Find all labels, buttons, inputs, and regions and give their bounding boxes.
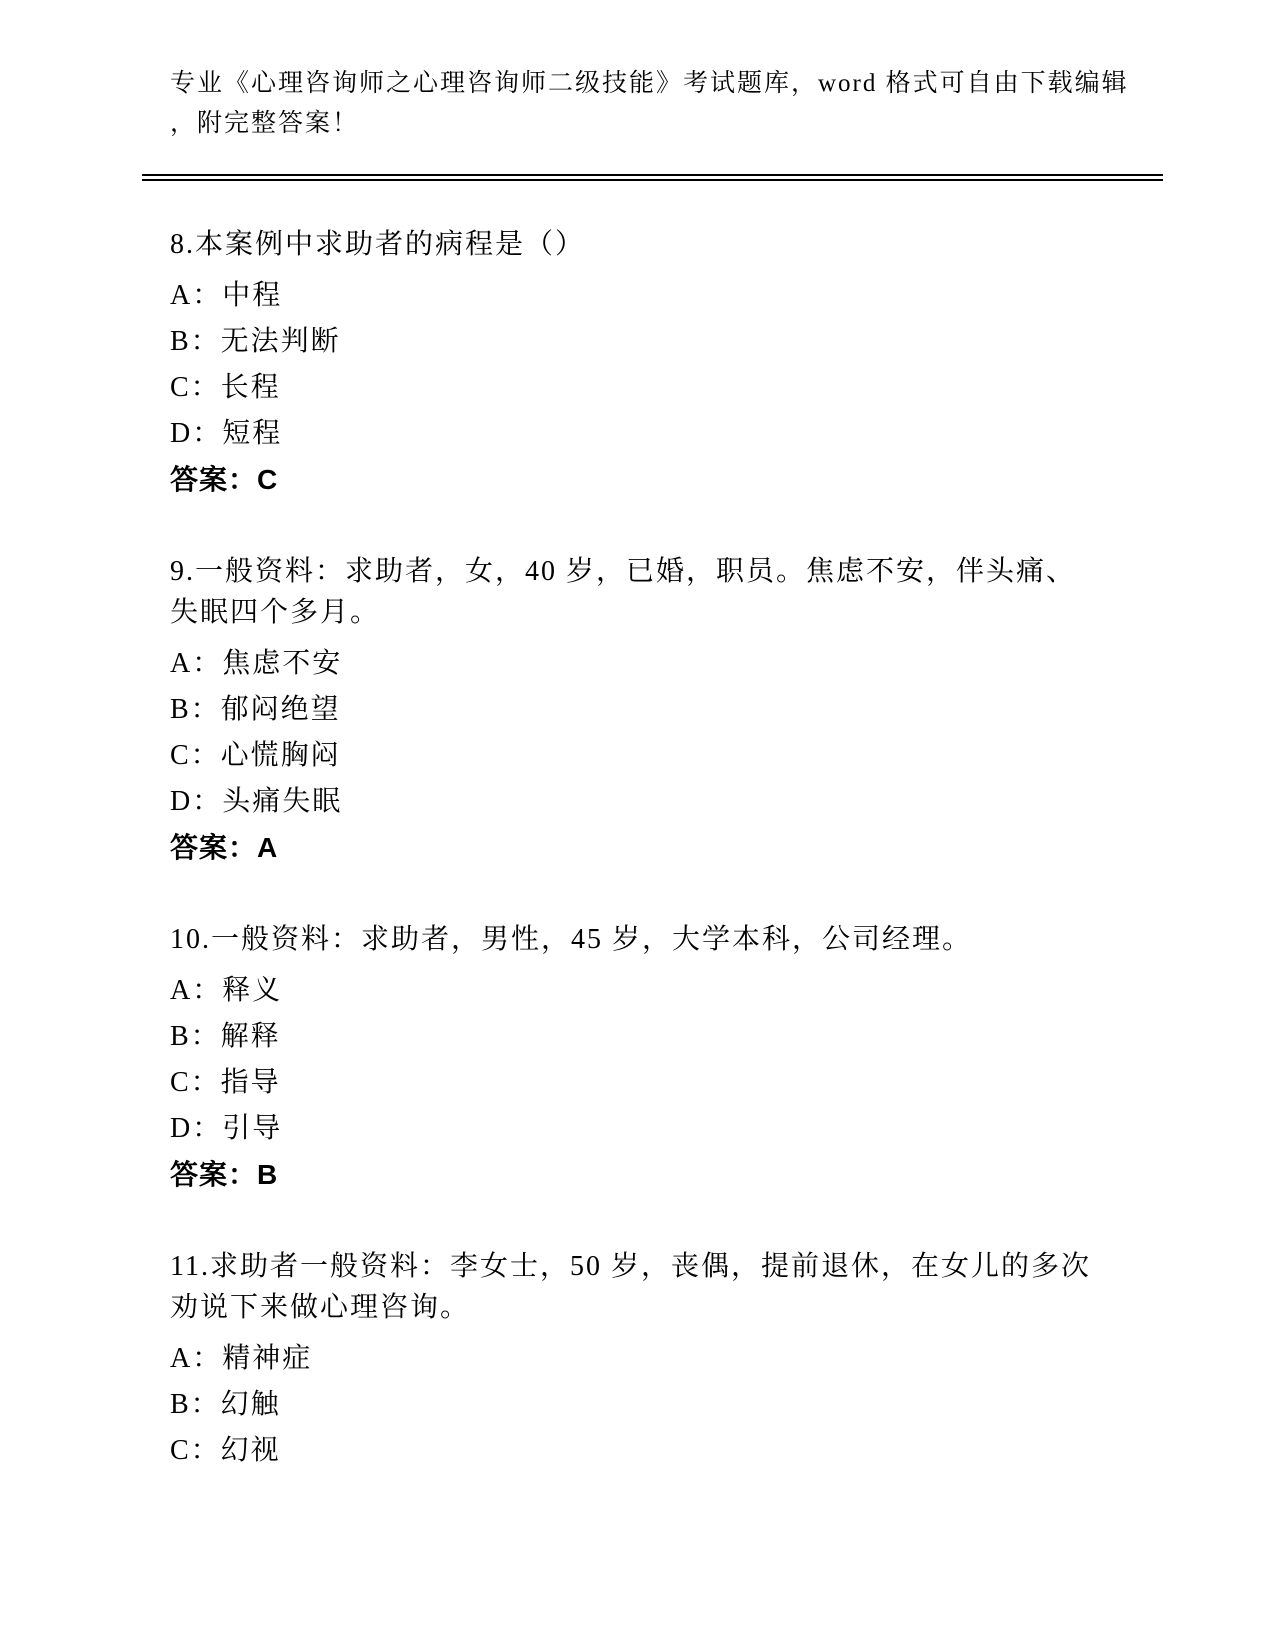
question-11-option-c: C：幻视: [170, 1435, 281, 1466]
question-9-option-c: C：心慌胸闷: [170, 740, 341, 771]
question-title-line: 11.求助者一般资料：李女士，50 岁，丧偶，提前退休，在女儿的多次: [170, 1251, 1091, 1282]
question-11-option-b: B：幻触: [170, 1389, 281, 1420]
question-9-option-d: D：头痛失眠: [170, 786, 343, 817]
question-10-title: [170, 919, 1135, 960]
header-divider-rule: [142, 174, 1163, 181]
question-11-option-a: A：精神症: [170, 1343, 313, 1374]
header-line-2: ，附完整答案！: [170, 110, 360, 137]
question-8-option-a: A：中程: [170, 280, 283, 311]
question-10-option-c: C：指导: [170, 1067, 281, 1098]
question-9-option-b: B：郁闷绝望: [170, 694, 341, 725]
question-8-option-c: C：长程: [170, 372, 281, 403]
question-8: [170, 224, 1135, 503]
question-9: [170, 551, 1135, 871]
question-9-option-a: A：焦虑不安: [170, 648, 343, 679]
question-title-line: 失眠四个多月。: [170, 597, 381, 628]
question-title-line: 9.一般资料：求助者，女，40 岁，已婚，职员。焦虑不安，伴头痛、: [170, 556, 1077, 587]
question-8-answer: 答案：C: [170, 464, 279, 495]
question-9-answer: 答案：A: [170, 832, 279, 863]
question-8-option-b: B：无法判断: [170, 326, 341, 357]
question-10-option-a: A：释义: [170, 975, 283, 1006]
question-title-line: 8.本案例中求助者的病程是（）: [170, 229, 586, 260]
question-title-line: 10.一般资料：求助者，男性，45 岁，大学本科，公司经理。: [170, 924, 973, 955]
questions-content: [170, 224, 1135, 1474]
question-10-answer: 答案：B: [170, 1159, 279, 1190]
header-line-1: 专业《心理咨询师之心理咨询师二级技能》考试题库，word 格式可自由下载编辑: [170, 70, 1129, 97]
question-11: [170, 1246, 1135, 1474]
question-8-title: [170, 224, 1135, 265]
question-8-option-d: D：短程: [170, 418, 283, 449]
question-title-line: 劝说下来做心理咨询。: [170, 1292, 471, 1323]
question-10-option-d: D：引导: [170, 1113, 283, 1144]
question-9-title: [170, 551, 1135, 633]
question-11-title: [170, 1246, 1135, 1328]
question-10: [170, 919, 1135, 1198]
question-10-option-b: B：解释: [170, 1021, 281, 1052]
document-header: [170, 64, 1135, 144]
